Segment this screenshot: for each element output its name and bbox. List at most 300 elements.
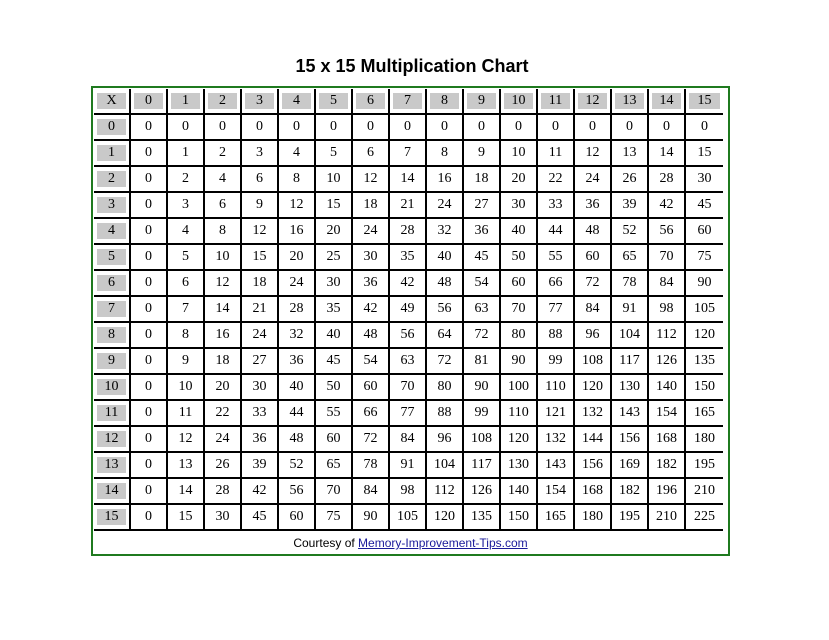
product-cell: 44 bbox=[538, 219, 575, 245]
product-cell: 60 bbox=[316, 427, 353, 453]
product-cell: 40 bbox=[316, 323, 353, 349]
column-header-label: 3 bbox=[245, 93, 274, 109]
column-header-label: 1 bbox=[171, 93, 200, 109]
product-cell: 0 bbox=[131, 245, 168, 271]
product-cell: 52 bbox=[612, 219, 649, 245]
product-cell: 44 bbox=[279, 401, 316, 427]
product-cell: 18 bbox=[464, 167, 501, 193]
product-cell: 30 bbox=[353, 245, 390, 271]
product-cell: 77 bbox=[538, 297, 575, 323]
product-cell: 0 bbox=[131, 479, 168, 505]
product-cell: 143 bbox=[612, 401, 649, 427]
product-cell: 0 bbox=[131, 219, 168, 245]
product-cell: 18 bbox=[205, 349, 242, 375]
column-header-label: 12 bbox=[578, 93, 607, 109]
product-cell: 120 bbox=[575, 375, 612, 401]
column-header-cell bbox=[612, 89, 649, 115]
footer-credit bbox=[93, 535, 728, 551]
column-header-label: 0 bbox=[134, 93, 163, 109]
row-header-label: 5 bbox=[97, 249, 126, 265]
table-row bbox=[94, 453, 723, 479]
column-header-cell bbox=[353, 89, 390, 115]
row-header-label: 8 bbox=[97, 327, 126, 343]
product-cell: 13 bbox=[612, 141, 649, 167]
product-cell: 75 bbox=[686, 245, 723, 271]
product-cell: 130 bbox=[501, 453, 538, 479]
table-row bbox=[94, 219, 723, 245]
product-cell: 90 bbox=[686, 271, 723, 297]
product-cell: 110 bbox=[501, 401, 538, 427]
product-cell: 135 bbox=[464, 505, 501, 531]
product-cell: 40 bbox=[279, 375, 316, 401]
product-cell: 14 bbox=[649, 141, 686, 167]
product-cell: 35 bbox=[316, 297, 353, 323]
product-cell: 84 bbox=[353, 479, 390, 505]
product-cell: 98 bbox=[390, 479, 427, 505]
product-cell: 99 bbox=[538, 349, 575, 375]
product-cell: 36 bbox=[353, 271, 390, 297]
product-cell: 42 bbox=[649, 193, 686, 219]
product-cell: 72 bbox=[464, 323, 501, 349]
product-cell: 6 bbox=[168, 271, 205, 297]
product-cell: 30 bbox=[205, 505, 242, 531]
product-cell: 0 bbox=[168, 115, 205, 141]
product-cell: 12 bbox=[168, 427, 205, 453]
product-cell: 0 bbox=[427, 115, 464, 141]
product-cell: 225 bbox=[686, 505, 723, 531]
product-cell: 88 bbox=[538, 323, 575, 349]
product-cell: 154 bbox=[649, 401, 686, 427]
product-cell: 26 bbox=[205, 453, 242, 479]
product-cell: 0 bbox=[316, 115, 353, 141]
product-cell: 9 bbox=[242, 193, 279, 219]
product-cell: 16 bbox=[205, 323, 242, 349]
row-header-cell bbox=[94, 141, 131, 167]
product-cell: 165 bbox=[686, 401, 723, 427]
row-header-cell bbox=[94, 219, 131, 245]
row-header-cell bbox=[94, 401, 131, 427]
row-header-cell bbox=[94, 297, 131, 323]
row-header-label: 1 bbox=[97, 145, 126, 161]
column-header-label: 13 bbox=[615, 93, 644, 109]
product-cell: 117 bbox=[464, 453, 501, 479]
column-header-label: 14 bbox=[652, 93, 681, 109]
product-cell: 36 bbox=[575, 193, 612, 219]
product-cell: 108 bbox=[464, 427, 501, 453]
product-cell: 16 bbox=[427, 167, 464, 193]
product-cell: 16 bbox=[279, 219, 316, 245]
product-cell: 21 bbox=[242, 297, 279, 323]
table-row bbox=[94, 323, 723, 349]
product-cell: 24 bbox=[575, 167, 612, 193]
product-cell: 66 bbox=[353, 401, 390, 427]
product-cell: 10 bbox=[316, 167, 353, 193]
product-cell: 40 bbox=[501, 219, 538, 245]
product-cell: 24 bbox=[205, 427, 242, 453]
column-header-label: 4 bbox=[282, 93, 311, 109]
product-cell: 165 bbox=[538, 505, 575, 531]
column-header-cell bbox=[168, 89, 205, 115]
table-row bbox=[94, 115, 723, 141]
product-cell: 0 bbox=[390, 115, 427, 141]
product-cell: 130 bbox=[612, 375, 649, 401]
product-cell: 36 bbox=[464, 219, 501, 245]
product-cell: 1 bbox=[168, 141, 205, 167]
product-cell: 40 bbox=[427, 245, 464, 271]
product-cell: 50 bbox=[316, 375, 353, 401]
product-cell: 0 bbox=[575, 115, 612, 141]
product-cell: 4 bbox=[205, 167, 242, 193]
product-cell: 30 bbox=[242, 375, 279, 401]
product-cell: 48 bbox=[575, 219, 612, 245]
product-cell: 56 bbox=[279, 479, 316, 505]
column-header-label: 7 bbox=[393, 93, 422, 109]
product-cell: 45 bbox=[242, 505, 279, 531]
product-cell: 12 bbox=[353, 167, 390, 193]
product-cell: 24 bbox=[427, 193, 464, 219]
product-cell: 9 bbox=[168, 349, 205, 375]
product-cell: 156 bbox=[612, 427, 649, 453]
product-cell: 84 bbox=[390, 427, 427, 453]
product-cell: 60 bbox=[575, 245, 612, 271]
row-header-cell bbox=[94, 375, 131, 401]
product-cell: 48 bbox=[427, 271, 464, 297]
product-cell: 112 bbox=[427, 479, 464, 505]
product-cell: 180 bbox=[575, 505, 612, 531]
product-cell: 195 bbox=[686, 453, 723, 479]
product-cell: 33 bbox=[538, 193, 575, 219]
product-cell: 28 bbox=[390, 219, 427, 245]
column-header-cell bbox=[575, 89, 612, 115]
product-cell: 96 bbox=[575, 323, 612, 349]
product-cell: 105 bbox=[390, 505, 427, 531]
product-cell: 22 bbox=[205, 401, 242, 427]
product-cell: 112 bbox=[649, 323, 686, 349]
product-cell: 117 bbox=[612, 349, 649, 375]
product-cell: 18 bbox=[353, 193, 390, 219]
column-header-cell bbox=[427, 89, 464, 115]
product-cell: 98 bbox=[649, 297, 686, 323]
product-cell: 70 bbox=[390, 375, 427, 401]
table-row bbox=[94, 479, 723, 505]
table-row bbox=[94, 375, 723, 401]
column-header-label: 15 bbox=[689, 93, 720, 109]
product-cell: 10 bbox=[168, 375, 205, 401]
row-header-cell bbox=[94, 427, 131, 453]
row-header-cell bbox=[94, 323, 131, 349]
column-header-cell bbox=[686, 89, 723, 115]
product-cell: 156 bbox=[575, 453, 612, 479]
product-cell: 0 bbox=[353, 115, 390, 141]
product-cell: 54 bbox=[464, 271, 501, 297]
product-cell: 14 bbox=[205, 297, 242, 323]
product-cell: 27 bbox=[242, 349, 279, 375]
product-cell: 15 bbox=[686, 141, 723, 167]
product-cell: 20 bbox=[279, 245, 316, 271]
product-cell: 54 bbox=[353, 349, 390, 375]
product-cell: 144 bbox=[575, 427, 612, 453]
product-cell: 28 bbox=[279, 297, 316, 323]
product-cell: 120 bbox=[686, 323, 723, 349]
product-cell: 195 bbox=[612, 505, 649, 531]
product-cell: 0 bbox=[131, 323, 168, 349]
column-header-label: 2 bbox=[208, 93, 237, 109]
column-header-cell bbox=[390, 89, 427, 115]
product-cell: 20 bbox=[501, 167, 538, 193]
row-header-cell bbox=[94, 271, 131, 297]
product-cell: 50 bbox=[501, 245, 538, 271]
product-cell: 32 bbox=[279, 323, 316, 349]
product-cell: 15 bbox=[168, 505, 205, 531]
product-cell: 91 bbox=[390, 453, 427, 479]
product-cell: 110 bbox=[538, 375, 575, 401]
product-cell: 3 bbox=[168, 193, 205, 219]
product-cell: 0 bbox=[649, 115, 686, 141]
row-header-label: 11 bbox=[97, 405, 126, 421]
product-cell: 70 bbox=[649, 245, 686, 271]
product-cell: 0 bbox=[131, 375, 168, 401]
product-cell: 0 bbox=[464, 115, 501, 141]
table-row bbox=[94, 427, 723, 453]
product-cell: 60 bbox=[686, 219, 723, 245]
product-cell: 10 bbox=[205, 245, 242, 271]
product-cell: 28 bbox=[649, 167, 686, 193]
product-cell: 48 bbox=[279, 427, 316, 453]
product-cell: 75 bbox=[316, 505, 353, 531]
column-header-label: 9 bbox=[467, 93, 496, 109]
table-row bbox=[94, 193, 723, 219]
product-cell: 78 bbox=[353, 453, 390, 479]
product-cell: 0 bbox=[501, 115, 538, 141]
product-cell: 6 bbox=[353, 141, 390, 167]
product-cell: 24 bbox=[242, 323, 279, 349]
row-header-cell bbox=[94, 349, 131, 375]
product-cell: 20 bbox=[316, 219, 353, 245]
product-cell: 6 bbox=[242, 167, 279, 193]
row-header-label: 14 bbox=[97, 483, 126, 499]
product-cell: 30 bbox=[686, 167, 723, 193]
row-header-cell bbox=[94, 453, 131, 479]
product-cell: 56 bbox=[427, 297, 464, 323]
row-header-label: 9 bbox=[97, 353, 126, 369]
column-header-label: 5 bbox=[319, 93, 348, 109]
product-cell: 150 bbox=[501, 505, 538, 531]
product-cell: 49 bbox=[390, 297, 427, 323]
product-cell: 210 bbox=[649, 505, 686, 531]
product-cell: 15 bbox=[242, 245, 279, 271]
product-cell: 182 bbox=[649, 453, 686, 479]
product-cell: 0 bbox=[131, 271, 168, 297]
column-header-cell bbox=[131, 89, 168, 115]
product-cell: 42 bbox=[353, 297, 390, 323]
product-cell: 9 bbox=[464, 141, 501, 167]
product-cell: 12 bbox=[242, 219, 279, 245]
product-cell: 132 bbox=[538, 427, 575, 453]
header-row bbox=[94, 89, 723, 115]
column-header-cell bbox=[205, 89, 242, 115]
product-cell: 7 bbox=[168, 297, 205, 323]
product-cell: 14 bbox=[168, 479, 205, 505]
product-cell: 56 bbox=[390, 323, 427, 349]
product-cell: 0 bbox=[205, 115, 242, 141]
product-cell: 88 bbox=[427, 401, 464, 427]
product-cell: 72 bbox=[353, 427, 390, 453]
product-cell: 72 bbox=[575, 271, 612, 297]
column-header-cell bbox=[279, 89, 316, 115]
product-cell: 20 bbox=[205, 375, 242, 401]
product-cell: 168 bbox=[649, 427, 686, 453]
row-header-label: 13 bbox=[97, 457, 126, 473]
product-cell: 12 bbox=[575, 141, 612, 167]
product-cell: 64 bbox=[427, 323, 464, 349]
product-cell: 8 bbox=[168, 323, 205, 349]
product-cell: 0 bbox=[538, 115, 575, 141]
page-title: 15 x 15 Multiplication Chart bbox=[295, 56, 529, 76]
product-cell: 0 bbox=[131, 141, 168, 167]
product-cell: 33 bbox=[242, 401, 279, 427]
row-header-label: 0 bbox=[97, 119, 126, 135]
product-cell: 0 bbox=[131, 115, 168, 141]
product-cell: 140 bbox=[501, 479, 538, 505]
product-cell: 0 bbox=[131, 401, 168, 427]
column-header-label: 11 bbox=[541, 93, 570, 109]
product-cell: 78 bbox=[612, 271, 649, 297]
product-cell: 63 bbox=[464, 297, 501, 323]
row-header-label: 10 bbox=[97, 379, 126, 395]
product-cell: 99 bbox=[464, 401, 501, 427]
product-cell: 32 bbox=[427, 219, 464, 245]
product-cell: 13 bbox=[168, 453, 205, 479]
product-cell: 2 bbox=[205, 141, 242, 167]
product-cell: 169 bbox=[612, 453, 649, 479]
product-cell: 15 bbox=[316, 193, 353, 219]
table-row bbox=[94, 167, 723, 193]
product-cell: 8 bbox=[427, 141, 464, 167]
product-cell: 80 bbox=[501, 323, 538, 349]
product-cell: 45 bbox=[316, 349, 353, 375]
product-cell: 60 bbox=[279, 505, 316, 531]
product-cell: 63 bbox=[390, 349, 427, 375]
product-cell: 105 bbox=[686, 297, 723, 323]
row-header-label: 7 bbox=[97, 301, 126, 317]
corner-label: X bbox=[97, 93, 126, 109]
product-cell: 104 bbox=[427, 453, 464, 479]
product-cell: 2 bbox=[168, 167, 205, 193]
product-cell: 42 bbox=[242, 479, 279, 505]
product-cell: 140 bbox=[649, 375, 686, 401]
product-cell: 66 bbox=[538, 271, 575, 297]
column-header-cell bbox=[464, 89, 501, 115]
row-header-label: 4 bbox=[97, 223, 126, 239]
product-cell: 90 bbox=[464, 375, 501, 401]
product-cell: 80 bbox=[427, 375, 464, 401]
product-cell: 36 bbox=[279, 349, 316, 375]
row-header-label: 12 bbox=[97, 431, 126, 447]
product-cell: 12 bbox=[279, 193, 316, 219]
product-cell: 45 bbox=[686, 193, 723, 219]
row-header-label: 3 bbox=[97, 197, 126, 213]
product-cell: 8 bbox=[279, 167, 316, 193]
product-cell: 4 bbox=[279, 141, 316, 167]
product-cell: 30 bbox=[316, 271, 353, 297]
row-header-cell bbox=[94, 245, 131, 271]
chart-frame bbox=[91, 86, 730, 556]
product-cell: 0 bbox=[612, 115, 649, 141]
row-header-label: 15 bbox=[97, 509, 126, 525]
product-cell: 121 bbox=[538, 401, 575, 427]
product-cell: 72 bbox=[427, 349, 464, 375]
product-cell: 5 bbox=[168, 245, 205, 271]
product-cell: 81 bbox=[464, 349, 501, 375]
product-cell: 70 bbox=[501, 297, 538, 323]
column-header-cell bbox=[538, 89, 575, 115]
column-header-cell bbox=[501, 89, 538, 115]
table-row bbox=[94, 401, 723, 427]
product-cell: 132 bbox=[575, 401, 612, 427]
product-cell: 0 bbox=[131, 427, 168, 453]
product-cell: 126 bbox=[464, 479, 501, 505]
product-cell: 120 bbox=[501, 427, 538, 453]
corner-cell bbox=[94, 89, 131, 115]
product-cell: 0 bbox=[279, 115, 316, 141]
column-header-cell bbox=[649, 89, 686, 115]
product-cell: 45 bbox=[464, 245, 501, 271]
product-cell: 55 bbox=[316, 401, 353, 427]
product-cell: 8 bbox=[205, 219, 242, 245]
product-cell: 91 bbox=[612, 297, 649, 323]
product-cell: 11 bbox=[538, 141, 575, 167]
product-cell: 39 bbox=[612, 193, 649, 219]
multiplication-table bbox=[94, 89, 723, 531]
product-cell: 30 bbox=[501, 193, 538, 219]
table-row bbox=[94, 141, 723, 167]
product-cell: 154 bbox=[538, 479, 575, 505]
table-row bbox=[94, 349, 723, 375]
product-cell: 39 bbox=[242, 453, 279, 479]
row-header-cell bbox=[94, 193, 131, 219]
product-cell: 26 bbox=[612, 167, 649, 193]
product-cell: 180 bbox=[686, 427, 723, 453]
product-cell: 48 bbox=[353, 323, 390, 349]
product-cell: 36 bbox=[242, 427, 279, 453]
product-cell: 65 bbox=[612, 245, 649, 271]
product-cell: 126 bbox=[649, 349, 686, 375]
product-cell: 108 bbox=[575, 349, 612, 375]
product-cell: 96 bbox=[427, 427, 464, 453]
product-cell: 0 bbox=[131, 193, 168, 219]
product-cell: 0 bbox=[131, 349, 168, 375]
product-cell: 60 bbox=[353, 375, 390, 401]
product-cell: 42 bbox=[390, 271, 427, 297]
product-cell: 100 bbox=[501, 375, 538, 401]
product-cell: 3 bbox=[242, 141, 279, 167]
product-cell: 21 bbox=[390, 193, 427, 219]
row-header-label: 2 bbox=[97, 171, 126, 187]
product-cell: 0 bbox=[242, 115, 279, 141]
product-cell: 120 bbox=[427, 505, 464, 531]
row-header-cell bbox=[94, 505, 131, 531]
product-cell: 60 bbox=[501, 271, 538, 297]
table-row bbox=[94, 505, 723, 531]
column-header-label: 10 bbox=[504, 93, 533, 109]
product-cell: 104 bbox=[612, 323, 649, 349]
source-link[interactable]: Memory-Improvement-Tips.com bbox=[358, 536, 528, 550]
product-cell: 0 bbox=[131, 297, 168, 323]
product-cell: 4 bbox=[168, 219, 205, 245]
product-cell: 35 bbox=[390, 245, 427, 271]
product-cell: 90 bbox=[353, 505, 390, 531]
product-cell: 7 bbox=[390, 141, 427, 167]
